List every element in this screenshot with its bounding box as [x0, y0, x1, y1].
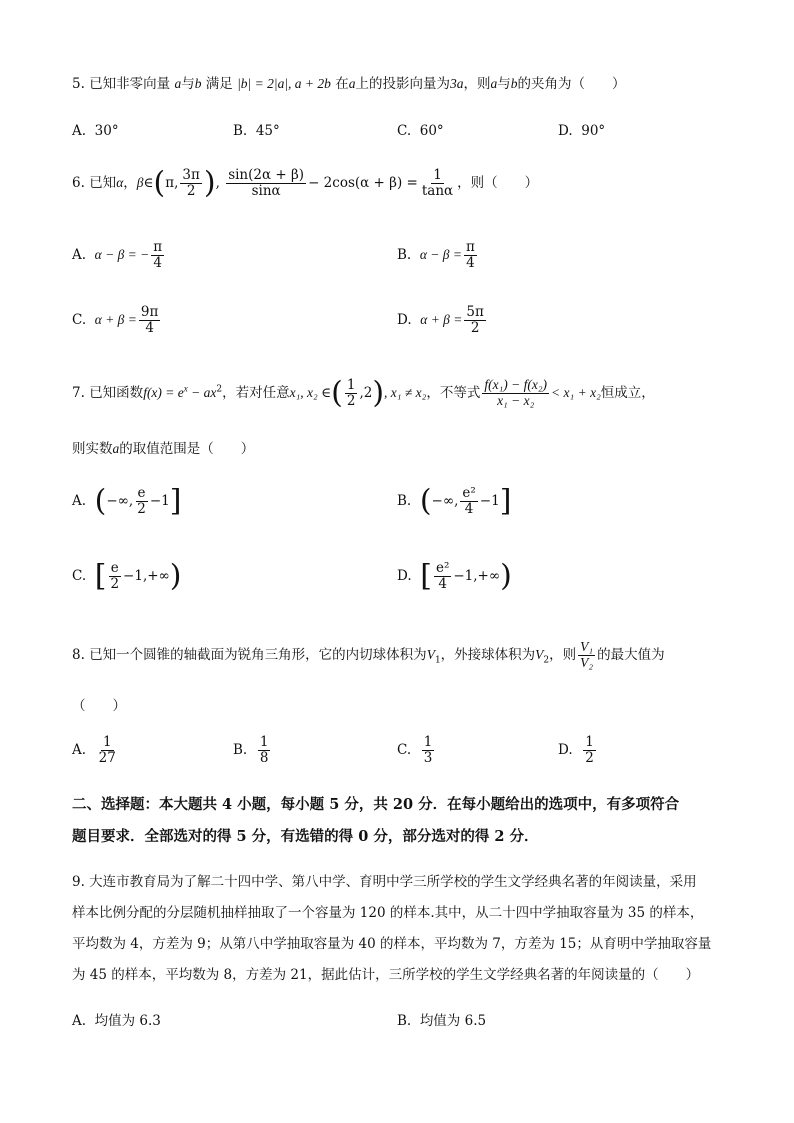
q5-option-a[interactable]: A. 30°	[72, 123, 119, 139]
question-number: 5.	[72, 76, 85, 92]
question-6: 6. 已知α，β∈(π, $\frac{3\pi}{2}$ ), $\frac{\sin(2\alpha + \beta)}{\sin\alpha}$ − 2cos(α + β) = $\frac{1}{\tan\alpha}$ ，则（ ）	[72, 165, 539, 201]
question-9-line-1: 9. 大连市教育局为了解二十四中学、第八中学、育明中学三所学校的学生文学经典名著的年阅读量，采用	[72, 874, 697, 890]
question-7-line-2: 则实数a的取值范围是（ ）	[72, 441, 255, 457]
q6-option-d[interactable]: D. α + β = $\frac{5\pi}{2}$	[397, 304, 484, 336]
question-5: 5. 已知非零向量 a与b 满足 |b| = 2|a|, a + 2b 在a上的投影向量为3a，则a与b的夹角为（ ）	[72, 76, 626, 92]
vector-a: a	[174, 76, 182, 91]
q7-option-d[interactable]: D. [ $\frac{\text{e²}}{4}$ −1,+∞)	[397, 558, 512, 594]
q6-option-c[interactable]: C. α + β = $\frac{9\pi}{4}$	[72, 304, 159, 336]
q5-option-d[interactable]: D. 90°	[558, 123, 606, 139]
q7-option-c[interactable]: C. [ $\frac{e}{2}$ −1,+∞)	[72, 558, 182, 594]
q8-option-c[interactable]: C. $\frac{1}{3}$	[397, 734, 433, 766]
question-9-line-2: 样本比例分配的分层随机抽样抽取了一个容量为 120 的样本.其中，从二十四中学抽取容量为 35 的样本，	[72, 905, 704, 921]
q6-option-a[interactable]: A. α − β = − $\frac{\pi}{4}$	[72, 239, 163, 271]
q8-option-b[interactable]: B. $\frac{1}{8}$	[233, 734, 269, 766]
question-9-line-4: 为 45 的样本，平均数为 8，方差为 21，据此估计，三所学校的学生文学经典名著的年阅读量的（ ）	[72, 967, 700, 983]
section-heading-line-1: 二、选择题：本大题共 4 小题，每小题 5 分，共 20 分．在每小题给出的选项中，有多项符合	[72, 796, 680, 813]
q7-option-b[interactable]: B. (−∞, $\frac{\text{e²}}{4}$ −1]	[397, 483, 512, 519]
question-8-paren: （ ）	[72, 698, 126, 714]
q9-option-b[interactable]: B. 均值为 6.5	[397, 1013, 487, 1029]
q5-option-c[interactable]: C. 60°	[397, 123, 444, 139]
section-heading-line-2: 题目要求．全部选对的得 5 分，有选错的得 0 分，部分选对的得 2 分．	[72, 828, 539, 845]
math-condition: |b| = 2|a|, a + 2b	[237, 76, 331, 91]
q5-option-b[interactable]: B. 45°	[233, 123, 280, 139]
q8-option-d[interactable]: D. $\frac{1}{2}$	[558, 734, 594, 766]
fraction-sin: $\frac{\sin(2\alpha + \beta)}{\sin\alpha}$	[228, 167, 305, 199]
q8-option-a[interactable]: A. $\frac{1}{27}$	[72, 734, 116, 766]
question-9-line-3: 平均数为 4，方差为 9；从第八中学抽取容量为 40 的样本，平均数为 7，方差为 15；从育明中学抽取容量	[72, 936, 712, 952]
q7-option-a[interactable]: A. (−∞, $\frac{e}{2}$ −1]	[72, 483, 182, 519]
q6-option-b[interactable]: B. α − β = $\frac{\pi}{4}$	[397, 239, 475, 271]
question-7: 7. 已知函数$f(x) = e^x - ax^2$，若对任意x₁, x₂ ∈( $\frac{1}{2}$ ,2), x₁ ≠ x₂，不等式 $\frac{\text{f(x₁) − f(x₂)}}{\text{x₁ − x₂}}$ < x₁ + x₂恒成立，	[72, 375, 655, 411]
question-8: 8. 已知一个圆锥的轴截面为锐角三角形，它的内切球体积为$V_1$，外接球体积为$V_2$，则 $\frac{\text{V₁}}{\text{V₂}}$ 的最大值为	[72, 639, 665, 670]
vector-b: b	[194, 76, 202, 91]
q9-option-a[interactable]: A. 均值为 6.3	[72, 1013, 161, 1029]
